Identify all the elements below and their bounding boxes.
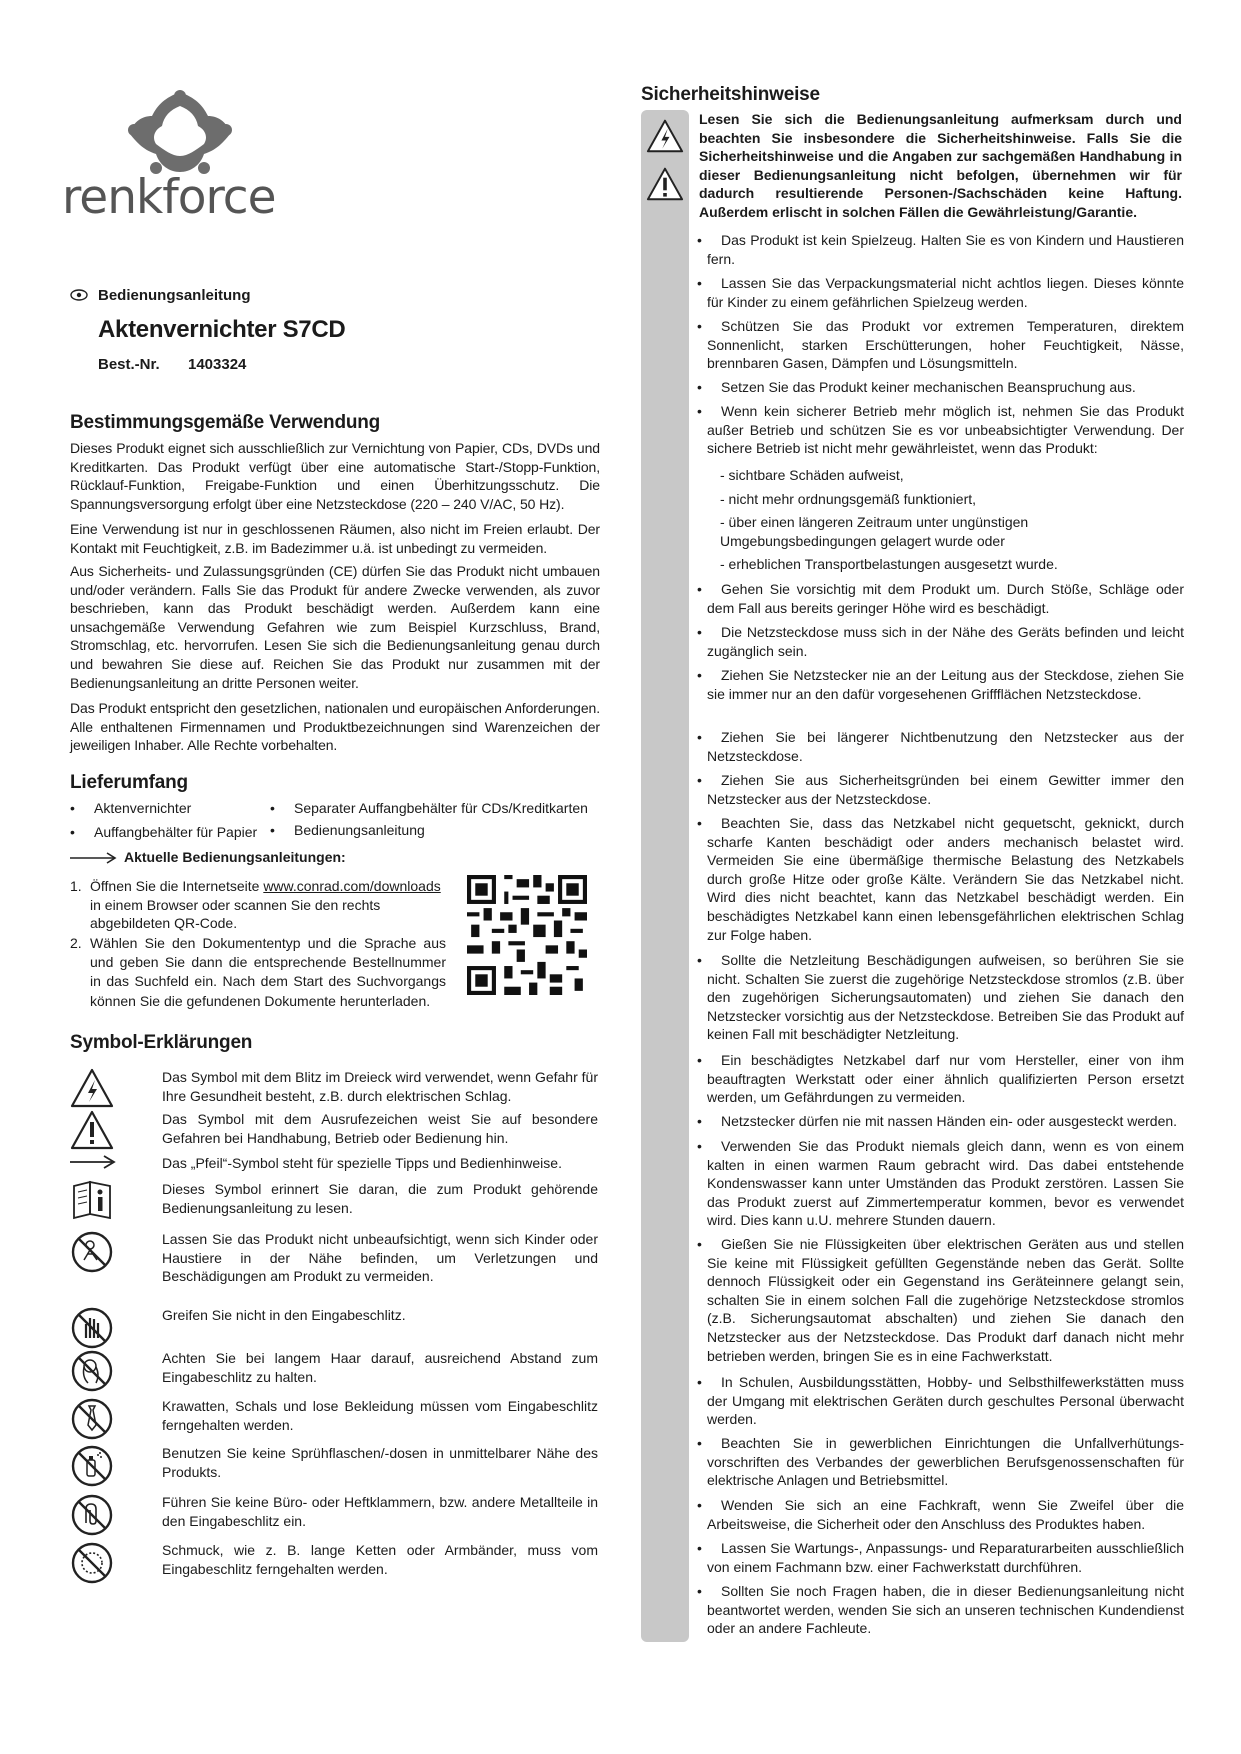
intended-use-para-3: Aus Sicherheits- und Zulassungsgründen (CE) dürfen Sie das Produkt nicht umbauen und/oder verändern. Falls Sie das Produkt für andere Zwecke verwenden, als zuvor beschrieben, kann das Produkt beschädigt werden. Außerdem kann eine unsachgemäße Verwendung Gefahren wie zum Beispiel Kurzschluss, Brand, Stromschlag, etc. hervorrufen. Lesen Sie sich die Bedienungsanleitung genau durch und bewahren Sie diese auf. Reichen Sie das Produkt nur zusammen mit der Bedienungsanleitung an dritte Personen weiter. bbox=[70, 563, 600, 691]
list-item: • Bedienungsanleitung bbox=[270, 822, 425, 838]
sub-list-item: - sichtbare Schäden aufweist, bbox=[720, 467, 904, 483]
list-item: • Ein beschädigtes Netzkabel darf nur vom Hersteller, einer von ihm beauftragten Werkstatt oder einer ähnlich qualifizierten Person ersetzt werden, um Gefährdungen zu vermeiden. bbox=[697, 1052, 1184, 1106]
order-number: 1403324 bbox=[188, 356, 247, 373]
list-item: • Auffangbehälter für Papier bbox=[70, 824, 258, 840]
no-ties-icon bbox=[70, 1397, 114, 1441]
list-item: • Lassen Sie das Verpackungsmaterial nicht achtlos liegen. Dieses könnte für Kinder zu einem gefährlichen Spielzeug werden. bbox=[697, 275, 1184, 310]
safety-heading: Sicherheitshinweise bbox=[641, 84, 820, 105]
doc-type: Bedienungsanleitung bbox=[98, 287, 251, 304]
list-item: • Netzstecker dürfen nie mit nassen Händen ein- oder ausgesteckt werden. bbox=[697, 1113, 1178, 1129]
no-staples-icon bbox=[70, 1493, 114, 1537]
no-children-pets-icon bbox=[70, 1230, 114, 1274]
symbol-row: Benutzen Sie keine Sprühflaschen/-dosen in unmittelbarer Nähe des Produkts. bbox=[70, 1444, 640, 1488]
list-item: • Gehen Sie vorsichtig mit dem Produkt um. Durch Stöße, Schläge oder dem Fall aus bereits geringer Höhe wird es beschädigt. bbox=[697, 581, 1184, 616]
lightning-triangle-icon bbox=[70, 1068, 114, 1108]
intended-use-heading: Bestimmungsgemäße Verwendung bbox=[70, 412, 381, 433]
intended-use-para-4: Das Produkt entspricht den gesetzlichen, nationalen und europäischen Anforderungen. Alle enthaltenen Firmennamen und Produktbezeichnungen sind Warenzeichen der jeweiligen Inhaber. Alle Rechte vorbehalten. bbox=[70, 700, 600, 754]
no-long-hair-icon bbox=[70, 1349, 114, 1393]
list-item: • Beachten Sie in gewerblichen Einrichtungen die Unfallverhütungs-vorschriften des Verbandes der gewerblichen Berufsgenossenschaften für elektrische Anlagen und Betriebsmittel. bbox=[697, 1435, 1184, 1489]
sub-list-item: - über einen längeren Zeitraum unter ungünstigen Umgebungsbedingungen gelagert wurde oder bbox=[720, 514, 1029, 549]
list-item: • Separater Auffangbehälter für CDs/Kreditkarten bbox=[270, 800, 588, 816]
page-title: Aktenvernichter S7CD bbox=[98, 316, 346, 343]
manuals-step-2: Wählen Sie den Dokumententyp und die Sprache aus und geben Sie dann die entsprechende Bestellnummer in das Suchfeld ein. Nach dem Start des Suchvorgangs können Sie die gefundenen Dokumente herunterladen. bbox=[90, 935, 446, 1009]
safety-sidebar-bar bbox=[641, 110, 689, 1642]
symbol-row: Das Symbol mit dem Ausrufezeichen weist Sie auf besondere Gefahren bei Handhabung, Betrieb oder Bedienung hin. bbox=[70, 1110, 640, 1150]
list-item: • Ziehen Sie aus Sicherheitsgründen bei einem Gewitter immer den Netzstecker aus der Netzsteckdose. bbox=[697, 772, 1184, 807]
list-item: • Verwenden Sie das Produkt niemals gleich dann, wenn es von einem kalten in einen warmen Raum gebracht wird. Das dabei entstehende Kondenswasser kann unter Umständen das Produkt zerstören. Lassen Sie das Produkt zuerst auf Zimmertemperatur kommen, bevor es verwendet wird. Dies kann u.U. mehrere Stunden dauern. bbox=[697, 1138, 1184, 1229]
exclamation-triangle-icon bbox=[645, 166, 685, 202]
list-item: • Wenden Sie sich an eine Fachkraft, wenn Sie Zweifel über die Arbeitsweise, die Sicherheit oder den Anschluss des Produktes haben. bbox=[697, 1497, 1184, 1532]
intended-use-para-2: Eine Verwendung ist nur in geschlossenen Räumen, also nicht im Freien erlaubt. Der Kontakt mit Feuchtigkeit, z.B. im Badezimmer u.ä. ist unbedingt zu vermeiden. bbox=[70, 521, 600, 556]
list-item: • Wenn kein sicherer Betrieb mehr möglich ist, nehmen Sie das Produkt außer Betrieb und schützen Sie es vor unbeabsichtigter Verwendung. Der sichere Betrieb ist nicht mehr gewährleistet, wenn das Produkt: bbox=[697, 403, 1184, 457]
arrow-icon bbox=[70, 1154, 116, 1170]
no-hands-icon bbox=[70, 1306, 114, 1350]
renkforce-logo-icon bbox=[120, 86, 240, 176]
list-item: • Lassen Sie Wartungs-, Anpassungs- und Reparaturarbeiten ausschließlich von einem Fachmann bzw. einer Fachwerkstatt durchführen. bbox=[697, 1540, 1184, 1575]
symbol-row: Greifen Sie nicht in den Eingabeschlitz. bbox=[70, 1306, 640, 1350]
symbol-row: Lassen Sie das Produkt nicht unbeaufsichtigt, wenn sich Kinder oder Haustiere in der Nähe befinden, um Verletzungen und Beschädigungen am Produkt zu vermeiden. bbox=[70, 1230, 640, 1286]
no-jewelry-icon bbox=[70, 1541, 114, 1585]
list-item: • Sollte die Netzleitung Beschädigungen aufweisen, so berühren Sie sie nicht. Schalten Sie zuerst die zugehörige Netzsteckdose stromlos (z.B. über den zugehörigen Sicherungsautomaten) und ziehen Sie danach den Netzstecker vorsichtig aus der Netzsteckdose. Betreiben Sie das Produkt auf keinen Fall mit beschädigter Netzleitung. bbox=[697, 952, 1185, 1043]
order-label: Best.-Nr. bbox=[98, 356, 160, 373]
list-item: • Gießen Sie nie Flüssigkeiten über elektrischen Geräten aus und stellen Sie keine mit Flüssigkeit gefüllten Gegenstände neben das Gerät. Sollte dennoch Flüssigkeit oder ein Gegenstand ins Geräteinnere gelangt sein, schalten Sie in einem solchen Fall die zugehörige Netzsteckdose stromlos (z.B. Sicherungsautomat abschalten) und ziehen Sie danach den Netzstecker aus der Netzsteckdose. Das Produkt darf danach nicht mehr betrieben werden, bringen Sie es in eine Fachwerkstatt. bbox=[697, 1236, 1184, 1364]
list-item: • Setzen Sie das Produkt keiner mechanischen Beanspruchung aus. bbox=[697, 379, 1136, 395]
symbol-row: Schmuck, wie z. B. lange Ketten oder Armbänder, muss vom Eingabeschlitz ferngehalten werden. bbox=[70, 1541, 640, 1585]
list-item: • Ziehen Sie bei längerer Nichtbenutzung den Netzstecker aus der Netzsteckdose. bbox=[697, 729, 1184, 764]
list-item: • Die Netzsteckdose muss sich in der Nähe des Geräts befinden und leicht zugänglich sein. bbox=[697, 624, 1184, 659]
list-item: • Das Produkt ist kein Spielzeug. Halten Sie es von Kindern und Haustieren fern. bbox=[697, 232, 1184, 267]
symbol-row: Achten Sie bei langem Haar darauf, ausreichend Abstand zum Eingabeschlitz zu halten. bbox=[70, 1349, 640, 1393]
downloads-link[interactable]: www.conrad.com/downloads bbox=[263, 878, 441, 894]
safety-intro: Lesen Sie sich die Bedienungsanleitung aufmerksam durch und beachten Sie insbesondere die Sicherheitshinweise. Falls Sie die Sicherheitshinweise und die Angaben zur sachgemäßen Handhabung in dieser Bedienungsanleitung nicht befolgen, übernehmen wir für dadurch resultierende Personen-/Sachschäden keine Haftung. Außerdem erlischt in solchen Fällen die Gewährleistung/Garantie. bbox=[699, 111, 1182, 220]
list-item: • Ziehen Sie Netzstecker nie an der Leitung aus der Steckdose, ziehen Sie sie immer nur an den dafür vorgesehenen Griffflächen Netzsteckdose. bbox=[697, 667, 1184, 702]
delivery-heading: Lieferumfang bbox=[70, 772, 188, 793]
no-spray-icon bbox=[70, 1444, 114, 1488]
manuals-step-1-num: 1. bbox=[70, 878, 82, 894]
symbol-row: Das „Pfeil“-Symbol steht für spezielle Tipps und Bedienhinweise. bbox=[70, 1154, 640, 1173]
symbol-row: Das Symbol mit dem Blitz im Dreieck wird verwendet, wenn Gefahr für Ihre Gesundheit besteht, z.B. durch elektrischen Schlag. bbox=[70, 1068, 640, 1108]
exclamation-triangle-icon bbox=[70, 1110, 114, 1150]
read-manual-icon bbox=[70, 1180, 114, 1220]
lightning-triangle-icon bbox=[645, 118, 685, 154]
list-item: • Aktenvernichter bbox=[70, 800, 192, 816]
manuals-heading: Aktuelle Bedienungsanleitungen: bbox=[124, 849, 346, 865]
qr-code[interactable] bbox=[467, 875, 587, 995]
symbols-heading: Symbol-Erklärungen bbox=[70, 1032, 253, 1053]
manuals-step-1: Öffnen Sie die Internetseite www.conrad.com/downloads in einem Browser oder scannen Sie den rechts abgebildeten QR-Code. bbox=[90, 878, 441, 932]
brand-logo bbox=[62, 86, 276, 226]
brand-name: renkforce bbox=[62, 170, 276, 225]
eye-icon bbox=[70, 289, 88, 301]
list-item: • In Schulen, Ausbildungsstätten, Hobby- und Selbsthilfewerkstätten muss der Umgang mit elektrischen Geräten durch geschultes Personal überwacht werden. bbox=[697, 1374, 1184, 1428]
symbol-row: Führen Sie keine Büro- oder Heftklammern, bzw. andere Metallteile in den Eingabeschlitz ein. bbox=[70, 1493, 640, 1537]
sub-list-item: - erheblichen Transportbelastungen ausgesetzt wurde. bbox=[720, 556, 1058, 572]
manuals-step-2-num: 2. bbox=[70, 935, 82, 951]
list-item: • Beachten Sie, dass das Netzkabel nicht gequetscht, geknickt, durch scharfe Kanten beschädigt oder anders mechanisch belastet wird. Vermeiden Sie eine übermäßige thermische Belastung des Netzkabels durch große Hitze oder große Kälte. Verändern Sie das Netzkabel nicht. Wird dies nicht beachtet, kann das Netzkabel beschädigt werden. Ein beschädigtes Netzkabel kann einen lebensgefährlichen elektrischen Schlag zur Folge haben. bbox=[697, 815, 1184, 943]
list-item: • Schützen Sie das Produkt vor extremen Temperaturen, direktem Sonnenlicht, starken Erschütterungen, hoher Feuchtigkeit, Nässe, brennbaren Gasen, Dämpfen und Lösungsmitteln. bbox=[697, 318, 1184, 372]
symbol-row: Krawatten, Schals und lose Bekleidung müssen vom Eingabeschlitz ferngehalten werden. bbox=[70, 1397, 640, 1441]
arrow-icon bbox=[70, 852, 118, 864]
sub-list-item: - nicht mehr ordnungsgemäß funktioniert, bbox=[720, 491, 977, 507]
symbol-row: Dieses Symbol erinnert Sie daran, die zum Produkt gehörende Bedienungsanleitung zu lesen. bbox=[70, 1180, 640, 1220]
intended-use-para-1: Dieses Produkt eignet sich ausschließlich zur Vernichtung von Papier, CDs, DVDs und Kreditkarten. Das Produkt verfügt über eine automatische Start-/Stopp-Funktion, Rücklauf-Funktion, Freigabe-Funktion und einen Überhitzungsschutz. Die Spannungsversorgung erfolgt über eine Netzsteckdose (220 – 240 V/AC, 50 Hz). bbox=[70, 440, 600, 512]
list-item: • Sollten Sie noch Fragen haben, die in dieser Bedienungsanleitung nicht beantwortet werden, wenden Sie sich an unseren technischen Kundendienst oder an andere Fachleute. bbox=[697, 1583, 1184, 1637]
